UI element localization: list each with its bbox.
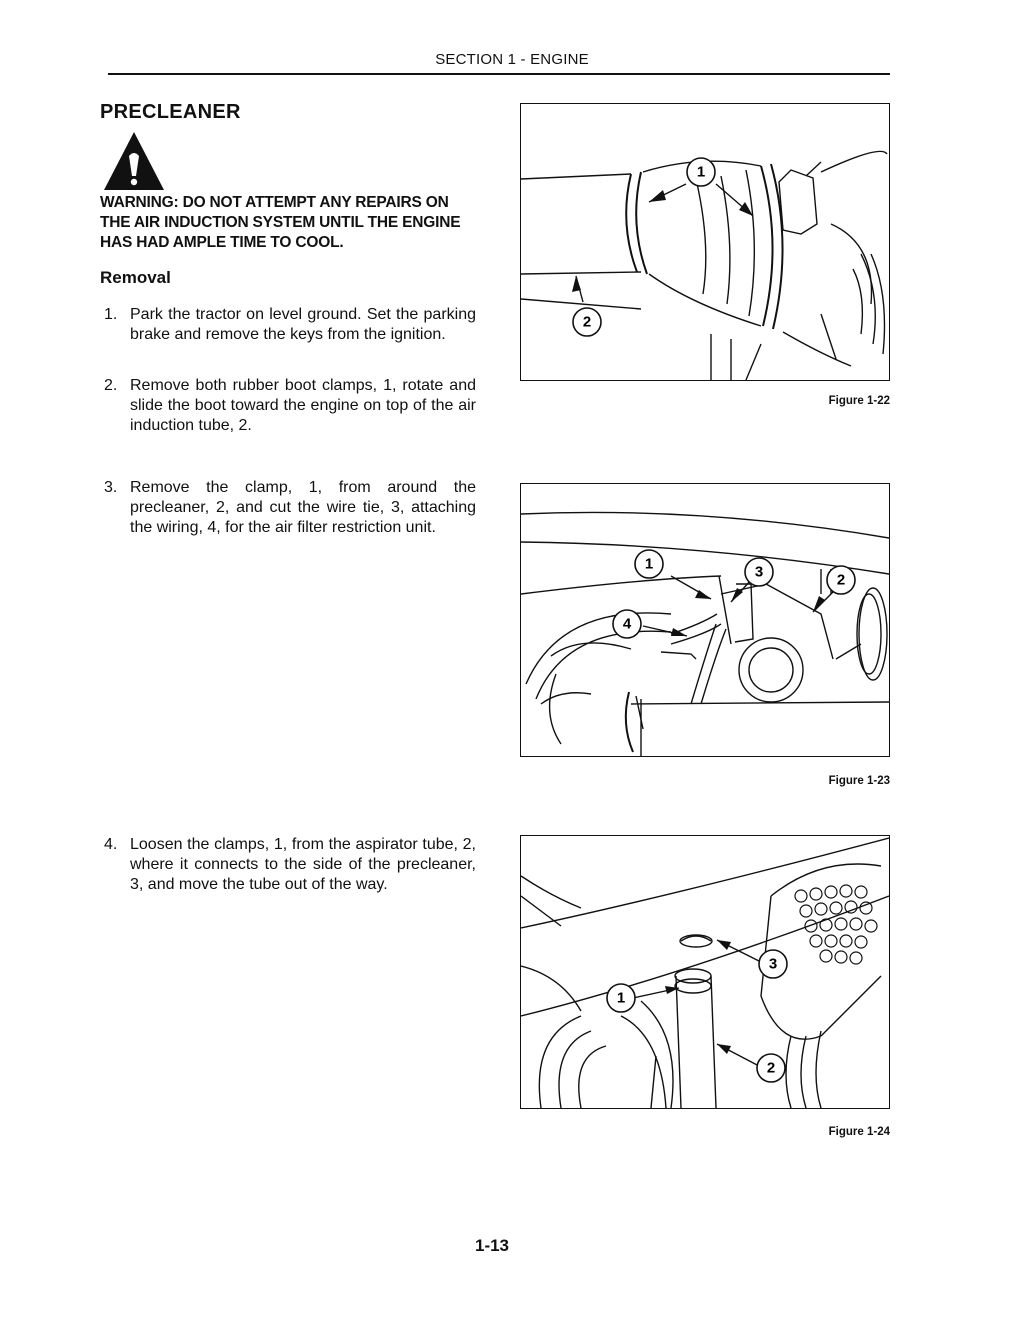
figure-caption: Figure 1-24 — [828, 1126, 890, 1138]
callout-label: 4 — [622, 615, 632, 633]
callout-label: 3 — [768, 955, 778, 973]
callout-2 — [757, 1054, 785, 1082]
step-text: Remove the clamp, 1, from around the precleaner, 2, and cut the wire tie, 3, attaching the wiring, 4, for the air filter restriction unit. — [130, 479, 476, 536]
removal-heading: Removal — [100, 268, 171, 287]
step-text: Park the tractor on level ground. Set the parking brake and remove the keys from the ignition. — [130, 306, 476, 343]
section-header: SECTION 1 - ENGINE — [435, 51, 589, 68]
callout-3 — [745, 558, 773, 586]
step-1 — [104, 305, 476, 345]
page-number: 1-13 — [474, 1236, 510, 1255]
page-title: PRECLEANER — [100, 101, 241, 123]
step-number: 2. — [104, 377, 118, 394]
callout-3 — [759, 950, 787, 978]
figure-1-24-illustration — [521, 836, 889, 1108]
callout-1 — [635, 550, 663, 578]
callout-label: 1 — [696, 163, 706, 181]
figure-caption: Figure 1-22 — [828, 395, 890, 407]
header-divider — [108, 73, 890, 75]
callout-label: 1 — [616, 989, 626, 1007]
step-text: Loosen the clamps, 1, from the aspirator tube, 2, where it connects to the side of the precleaner, 3, and move the tube out of the way. — [130, 836, 476, 893]
figure-1-22 — [520, 103, 890, 381]
step-4 — [104, 835, 476, 895]
callout-label: 2 — [766, 1059, 776, 1077]
warning-triangle-icon — [104, 130, 168, 192]
warning-text: WARNING: DO NOT ATTEMPT ANY REPAIRS ON THE AIR INDUCTION SYSTEM UNTIL THE ENGINE HAS HAD AMPLE TIME TO COOL. — [100, 194, 461, 251]
callout-label: 1 — [644, 555, 654, 573]
figure-1-22-illustration — [521, 104, 889, 380]
callout-label: 2 — [582, 313, 592, 331]
callout-2 — [827, 566, 855, 594]
step-number: 1. — [104, 306, 118, 323]
step-number: 3. — [104, 479, 118, 496]
figure-caption: Figure 1-23 — [828, 775, 890, 787]
figure-1-23 — [520, 483, 890, 757]
callout-1 — [687, 158, 715, 186]
step-number: 4. — [104, 836, 118, 853]
callout-label: 3 — [754, 563, 764, 581]
callout-4 — [613, 610, 641, 638]
callout-1 — [607, 984, 635, 1012]
figure-1-24 — [520, 835, 890, 1109]
step-3 — [104, 478, 476, 538]
callout-2 — [573, 308, 601, 336]
callout-label: 2 — [836, 571, 846, 589]
figure-1-23-illustration — [521, 484, 889, 756]
step-2 — [104, 376, 476, 436]
step-text: Remove both rubber boot clamps, 1, rotate and slide the boot toward the engine on top of the air induction tube, 2. — [130, 377, 476, 434]
